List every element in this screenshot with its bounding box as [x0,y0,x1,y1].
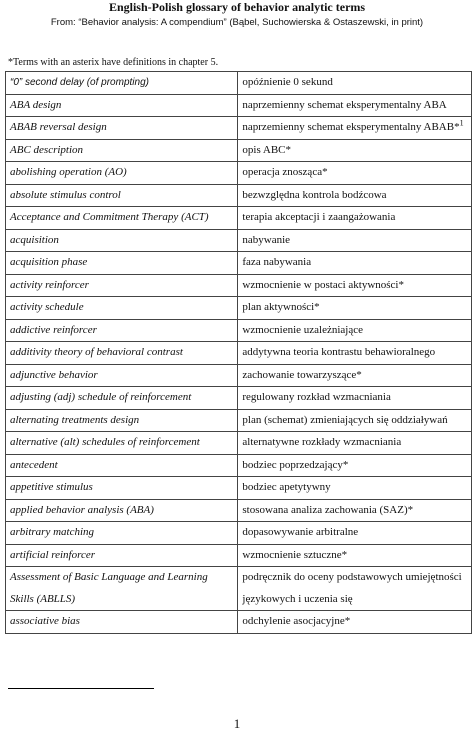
polish-term-text: bodziec apetytywny [242,481,331,493]
polish-term-text: dopasowywanie arbitralne [242,526,359,538]
polish-term-text: naprzemienny schemat eksperymentalny ABAB* [242,121,460,133]
english-term: activity schedule [6,297,238,320]
polish-term [238,611,472,634]
glossary-row [6,117,472,140]
polish-term-text: zachowanie towarzyszące* [242,368,362,381]
polish-term [238,387,472,410]
polish-term [238,454,472,477]
footnote-marker: 1 [459,118,464,128]
glossary-row [6,544,472,567]
polish-term-text: podręcznik do oceny podstawowych umiejętności językowych i uczenia się [242,571,462,605]
english-term: acquisition [6,229,238,252]
english-term: adjunctive behavior [6,364,238,387]
polish-term [238,297,472,320]
glossary-row [6,387,472,410]
glossary-row [6,499,472,522]
document-subtitle: From: “Behavior analysis: A compendium” (Bąbel, Suchowierska & Ostaszewski, in print) [50,17,424,28]
glossary-row [6,162,472,185]
glossary-row [6,319,472,342]
glossary-body [6,72,472,634]
glossary-row [6,342,472,365]
polish-term-text: bezwzględna kontrola bodźcowa [242,188,387,201]
polish-term [238,162,472,185]
polish-term-text: opóźnienie 0 sekund [242,76,333,88]
english-term: addictive reinforcer [6,319,238,342]
polish-term [238,252,472,275]
polish-term [238,139,472,162]
polish-term-text: naprzemienny schemat eksperymentalny ABA [242,98,447,111]
glossary-row [6,139,472,162]
english-term: absolute stimulus control [6,184,238,207]
glossary-row [6,72,472,95]
english-term: acquisition phase [6,252,238,275]
english-term: applied behavior analysis (ABA) [6,499,238,522]
glossary-row [6,409,472,432]
polish-term-text: bodziec poprzedzający* [242,458,349,471]
polish-term-text: odchylenie asocjacyjne* [242,615,351,627]
english-term: additivity theory of behavioral contrast [6,342,238,365]
polish-term-text: wzmocnienie w postaci aktywności* [242,278,404,291]
polish-term-text: terapia akceptacji i zaangażowania [242,211,396,223]
polish-term [238,319,472,342]
polish-term-text: wzmocnienie sztuczne* [242,548,348,561]
glossary-row [6,477,472,500]
glossary-row [6,454,472,477]
polish-term [238,544,472,567]
polish-term [238,567,472,611]
polish-term [238,94,472,117]
polish-term [238,409,472,432]
polish-term-text: plan aktywności* [242,301,320,313]
glossary-row [6,522,472,545]
polish-term-text: addytywna teoria kontrastu behawioralnego [242,346,436,358]
polish-term [238,184,472,207]
glossary-row [6,94,472,117]
polish-term-text: regulowany rozkład wzmacniania [242,391,391,403]
english-term: adjusting (adj) schedule of reinforcement [6,387,238,410]
english-term: abolishing operation (AO) [6,162,238,185]
document-title: English-Polish glossary of behavior analytic terms [108,0,366,14]
glossary-row [6,207,472,230]
glossary-row [6,364,472,387]
glossary-row [6,252,472,275]
asterisk-note: *Terms with an asterix have definitions in chapter 5. [8,57,219,68]
polish-term-text: faza nabywania [242,256,312,268]
english-term: “0” second delay (of prompting) [6,72,238,95]
english-term: alternative (alt) schedules of reinforcement [6,432,238,455]
polish-term [238,522,472,545]
polish-term [238,432,472,455]
english-term: arbitrary matching [6,522,238,545]
english-term: ABA design [6,94,238,117]
english-term: appetitive stimulus [6,477,238,500]
glossary-row [6,229,472,252]
english-term: alternating treatments design [6,409,238,432]
polish-term-text: wzmocnienie uzależniające [242,323,364,336]
page-number: 1 [233,716,241,731]
polish-term-text: opis ABC* [242,143,291,156]
polish-term [238,364,472,387]
glossary-row [6,611,472,634]
polish-term [238,274,472,297]
glossary-row [6,432,472,455]
polish-term-text: alternatywne rozkłady wzmacniania [242,436,402,448]
english-term: associative bias [6,611,238,634]
english-term: Assessment of Basic Language and Learning Skills (ABLLS) [6,567,238,611]
polish-term [238,207,472,230]
glossary-row [6,297,472,320]
polish-term [238,72,472,95]
polish-term-text: nabywanie [242,233,291,246]
english-term: Acceptance and Commitment Therapy (ACT) [6,207,238,230]
glossary-row [6,567,472,611]
english-term: ABAB reversal design [6,117,238,140]
polish-term [238,117,472,140]
english-term: activity reinforcer [6,274,238,297]
polish-term-text: operacja znosząca* [242,166,328,178]
polish-term-text: stosowana analiza zachowania (SAZ)* [242,503,414,516]
english-term: antecedent [6,454,238,477]
polish-term [238,342,472,365]
glossary-row [6,274,472,297]
english-term: ABC description [6,139,238,162]
polish-term [238,229,472,252]
footnote-divider [8,688,154,689]
polish-term [238,499,472,522]
english-term: artificial reinforcer [6,544,238,567]
polish-term [238,477,472,500]
glossary-row [6,184,472,207]
polish-term-text: plan (schemat) zmieniających się oddziaływań [242,413,448,426]
glossary-table [5,71,472,634]
